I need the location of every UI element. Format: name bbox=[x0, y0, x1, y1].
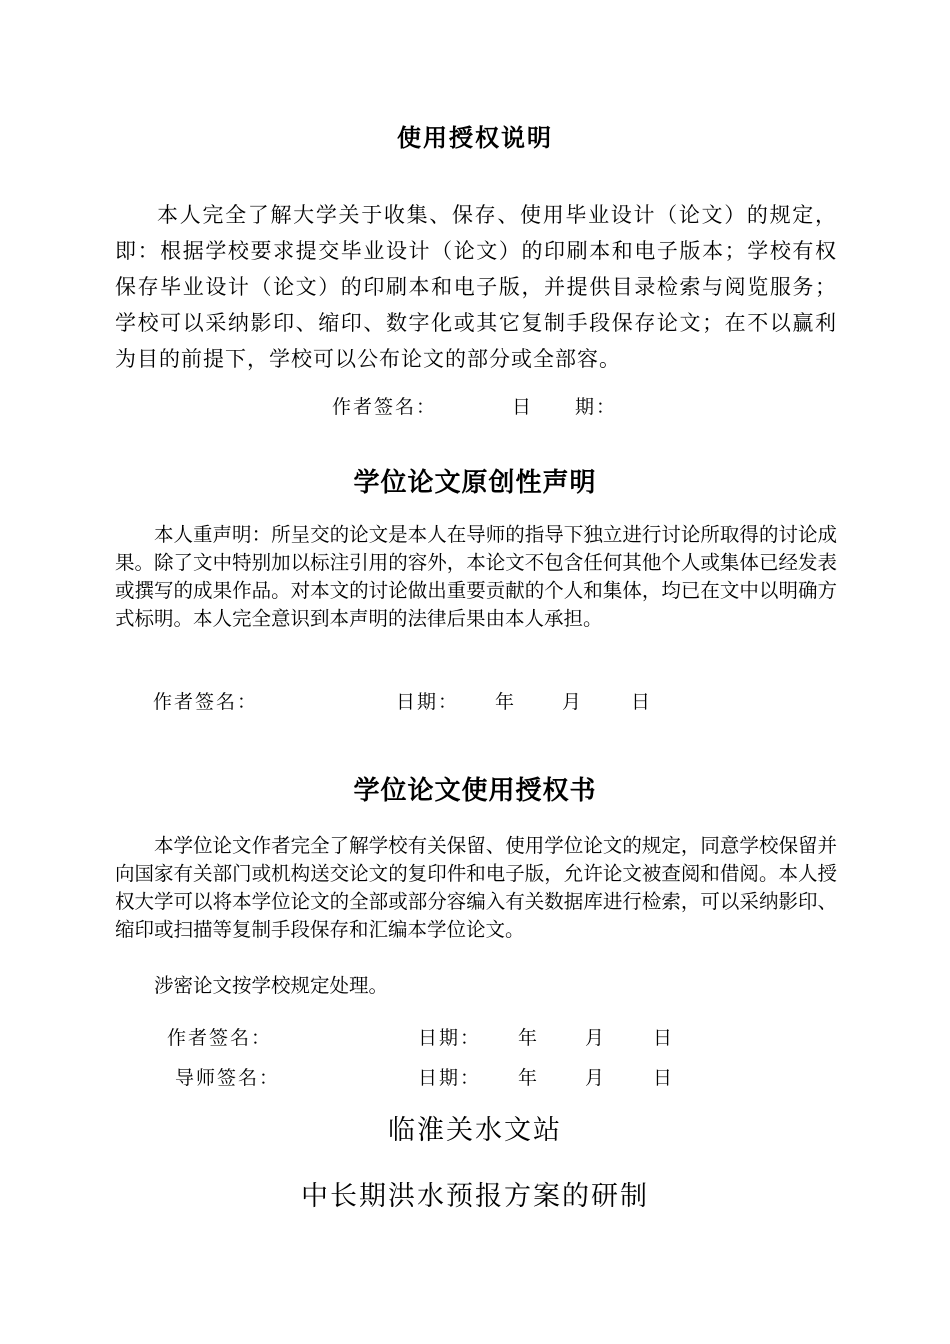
day-label: 日 bbox=[631, 691, 653, 713]
thesis-authorization-title: 学位论文使用授权书 bbox=[353, 776, 597, 806]
year-label: 年 bbox=[495, 691, 517, 713]
author-signature-label: 作者签名： bbox=[167, 1027, 273, 1049]
originality-statement-body: 本人重声明：所呈交的论文是本人在导师的指导下独立进行讨论所取得的讨论成果。除了文中特别加以标注引用的容外，本论文不包含任何其他个人或集体已经发表或撰写的成果作品。对本文的讨论做出重要贡献的个人和集体，均已在文中以明确方式标明。本人完全意识到本声明的法律后果由本人承担。 bbox=[115, 523, 837, 630]
date-label: 日 期： bbox=[512, 396, 618, 418]
month-label: 月 bbox=[562, 691, 584, 713]
author-signature-label: 作者签名： bbox=[153, 691, 259, 713]
originality-statement-title: 学位论文原创性声明 bbox=[353, 468, 597, 498]
date-label: 日期： bbox=[418, 1027, 482, 1049]
month-label: 月 bbox=[585, 1027, 607, 1049]
date-label: 日期： bbox=[418, 1067, 482, 1089]
month-label: 月 bbox=[585, 1067, 607, 1089]
thesis-title: 中长期洪水预报方案的研制 bbox=[301, 1181, 649, 1212]
advisor-signature-label: 导师签名： bbox=[175, 1067, 281, 1089]
day-label: 日 bbox=[653, 1067, 675, 1089]
station-name: 临淮关水文站 bbox=[388, 1115, 562, 1146]
confidential-thesis-note: 涉密论文按学校规定处理。 bbox=[154, 974, 389, 997]
date-label: 日期： bbox=[396, 691, 460, 713]
author-signature-label: 作者签名： bbox=[332, 396, 438, 418]
year-label: 年 bbox=[518, 1027, 540, 1049]
thesis-authorization-body: 本学位论文作者完全了解学校有关保留、使用学位论文的规定，同意学校保留并向国家有关部门或机构送交论文的复印件和电子版，允许论文被查阅和借阅。本人授权大学可以将本学位论文的全部或部分容编入有关数据库进行检索，可以采纳影印、缩印或扫描等复制手段保存和汇编本学位论文。 bbox=[115, 834, 837, 941]
usage-authorization-title: 使用授权说明 bbox=[397, 124, 553, 152]
day-label: 日 bbox=[653, 1027, 675, 1049]
year-label: 年 bbox=[518, 1067, 540, 1089]
usage-authorization-body: 本人完全了解大学关于收集、保存、使用毕业设计（论文）的规定，即：根据学校要求提交毕业设计（论文）的印刷本和电子版本；学校有权保存毕业设计（论文）的印刷本和电子版，并提供目录检索与阅览服务；学校可以采纳影印、缩印、数字化或其它复制手段保存论文；在不以赢利为目的前提下，学校可以公布论文的部分或全部容。 bbox=[115, 203, 837, 371]
